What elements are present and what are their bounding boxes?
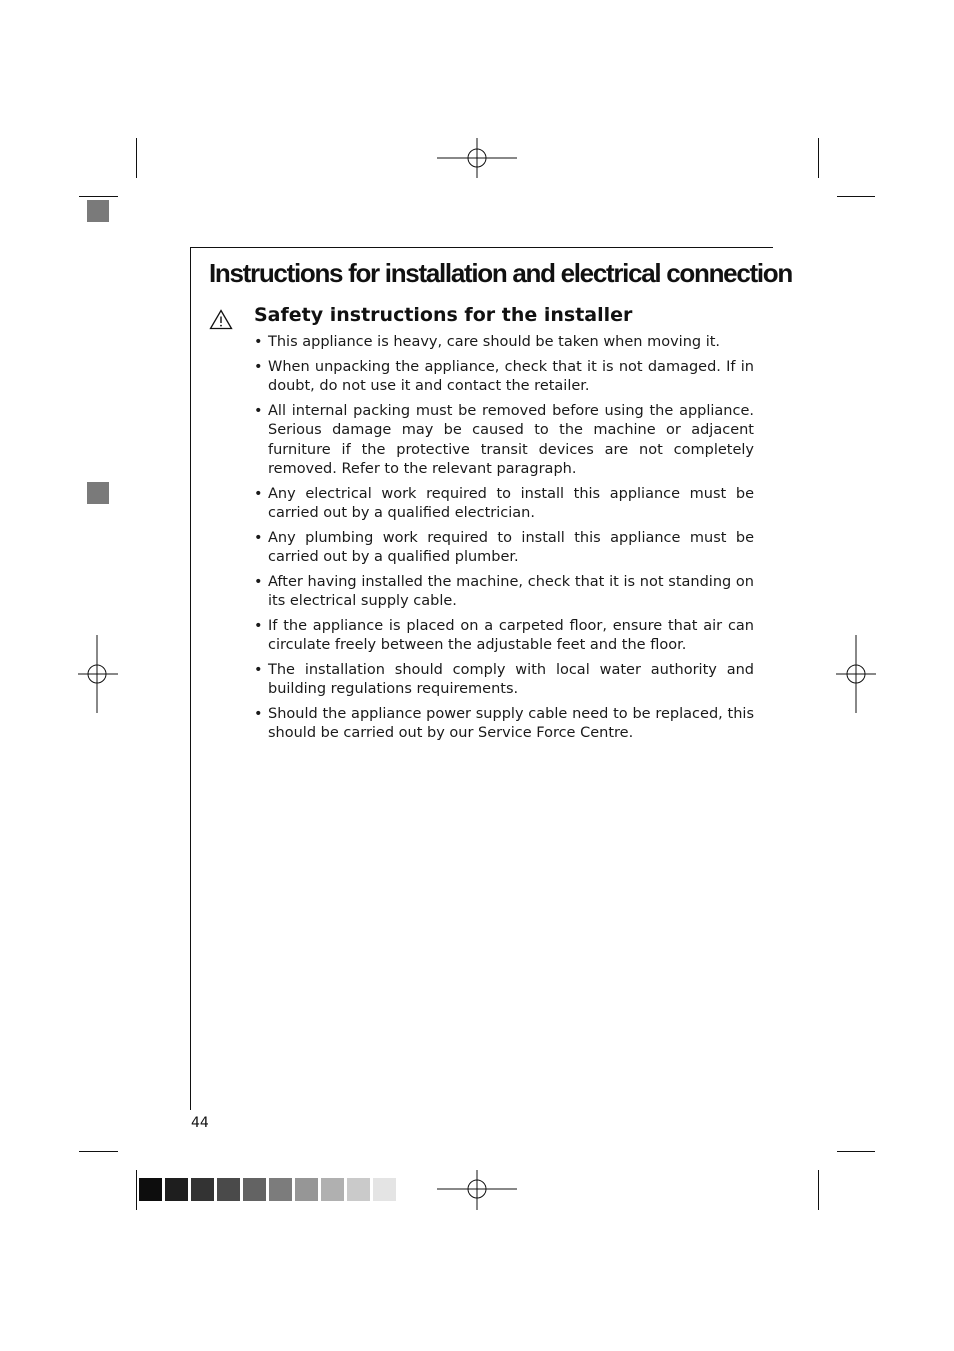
content-frame-top-rule: [190, 247, 773, 248]
page-number: 44: [191, 1115, 209, 1131]
crop-mark-bottom-left-vertical: [136, 1170, 137, 1210]
gray-swatch: [139, 1178, 162, 1201]
crop-mark-bottom-left-horizontal: [79, 1151, 118, 1152]
list-item: • When unpacking the appliance, check that it is not damaged. If in doubt, do not use it and contact the retailer.: [254, 358, 754, 397]
gray-swatch: [295, 1178, 318, 1201]
registration-mark-top-icon: [437, 138, 517, 178]
crop-mark-bottom-right-vertical: [818, 1170, 819, 1210]
crop-mark-bottom-right-horizontal: [837, 1151, 875, 1152]
registration-mark-right-icon: [836, 635, 876, 713]
gray-swatch: [347, 1178, 370, 1201]
warning-triangle-icon: [209, 309, 233, 330]
gray-swatch: [165, 1178, 188, 1201]
registration-mark-left-icon: [78, 635, 118, 713]
crop-mark-top-left-horizontal: [79, 196, 118, 197]
section-marker-middle: [87, 482, 109, 504]
registration-mark-bottom-icon: [437, 1170, 517, 1210]
list-item: • Any electrical work required to install this appliance must be carried out by a qualified electrician.: [254, 485, 754, 524]
list-item: • Any plumbing work required to install this appliance must be carried out by a qualified plumber.: [254, 529, 754, 568]
list-item: • Should the appliance power supply cable need to be replaced, this should be carried out by our Service Force Centre.: [254, 705, 754, 744]
content-frame-left-rule: [190, 247, 191, 1110]
list-item: • All internal packing must be removed before using the appliance. Serious damage may be caused to the machine or adjacent furniture if the protective transit devices are not completely removed. Refer to the relevant paragraph.: [254, 402, 754, 480]
gray-swatch: [373, 1178, 396, 1201]
gray-swatch: [217, 1178, 240, 1201]
gray-swatch: [269, 1178, 292, 1201]
gray-swatch: [321, 1178, 344, 1201]
grayscale-calibration-strip: [139, 1178, 396, 1201]
safety-instructions-list: [254, 333, 754, 749]
gray-swatch: [191, 1178, 214, 1201]
list-item: • After having installed the machine, check that it is not standing on its electrical supply cable.: [254, 573, 754, 612]
list-item: • If the appliance is placed on a carpeted floor, ensure that air can circulate freely between the adjustable feet and the floor.: [254, 617, 754, 656]
section-marker-top: [87, 200, 109, 222]
page-title: Instructions for installation and electrical connection: [209, 258, 792, 288]
list-item: • The installation should comply with local water authority and building regulations requirements.: [254, 661, 754, 700]
list-item: • This appliance is heavy, care should be taken when moving it.: [254, 333, 754, 353]
gray-swatch: [243, 1178, 266, 1201]
crop-mark-top-left-vertical: [136, 138, 137, 178]
crop-mark-top-right-horizontal: [837, 196, 875, 197]
crop-mark-top-right-vertical: [818, 138, 819, 178]
section-title: Safety instructions for the installer: [254, 304, 633, 326]
